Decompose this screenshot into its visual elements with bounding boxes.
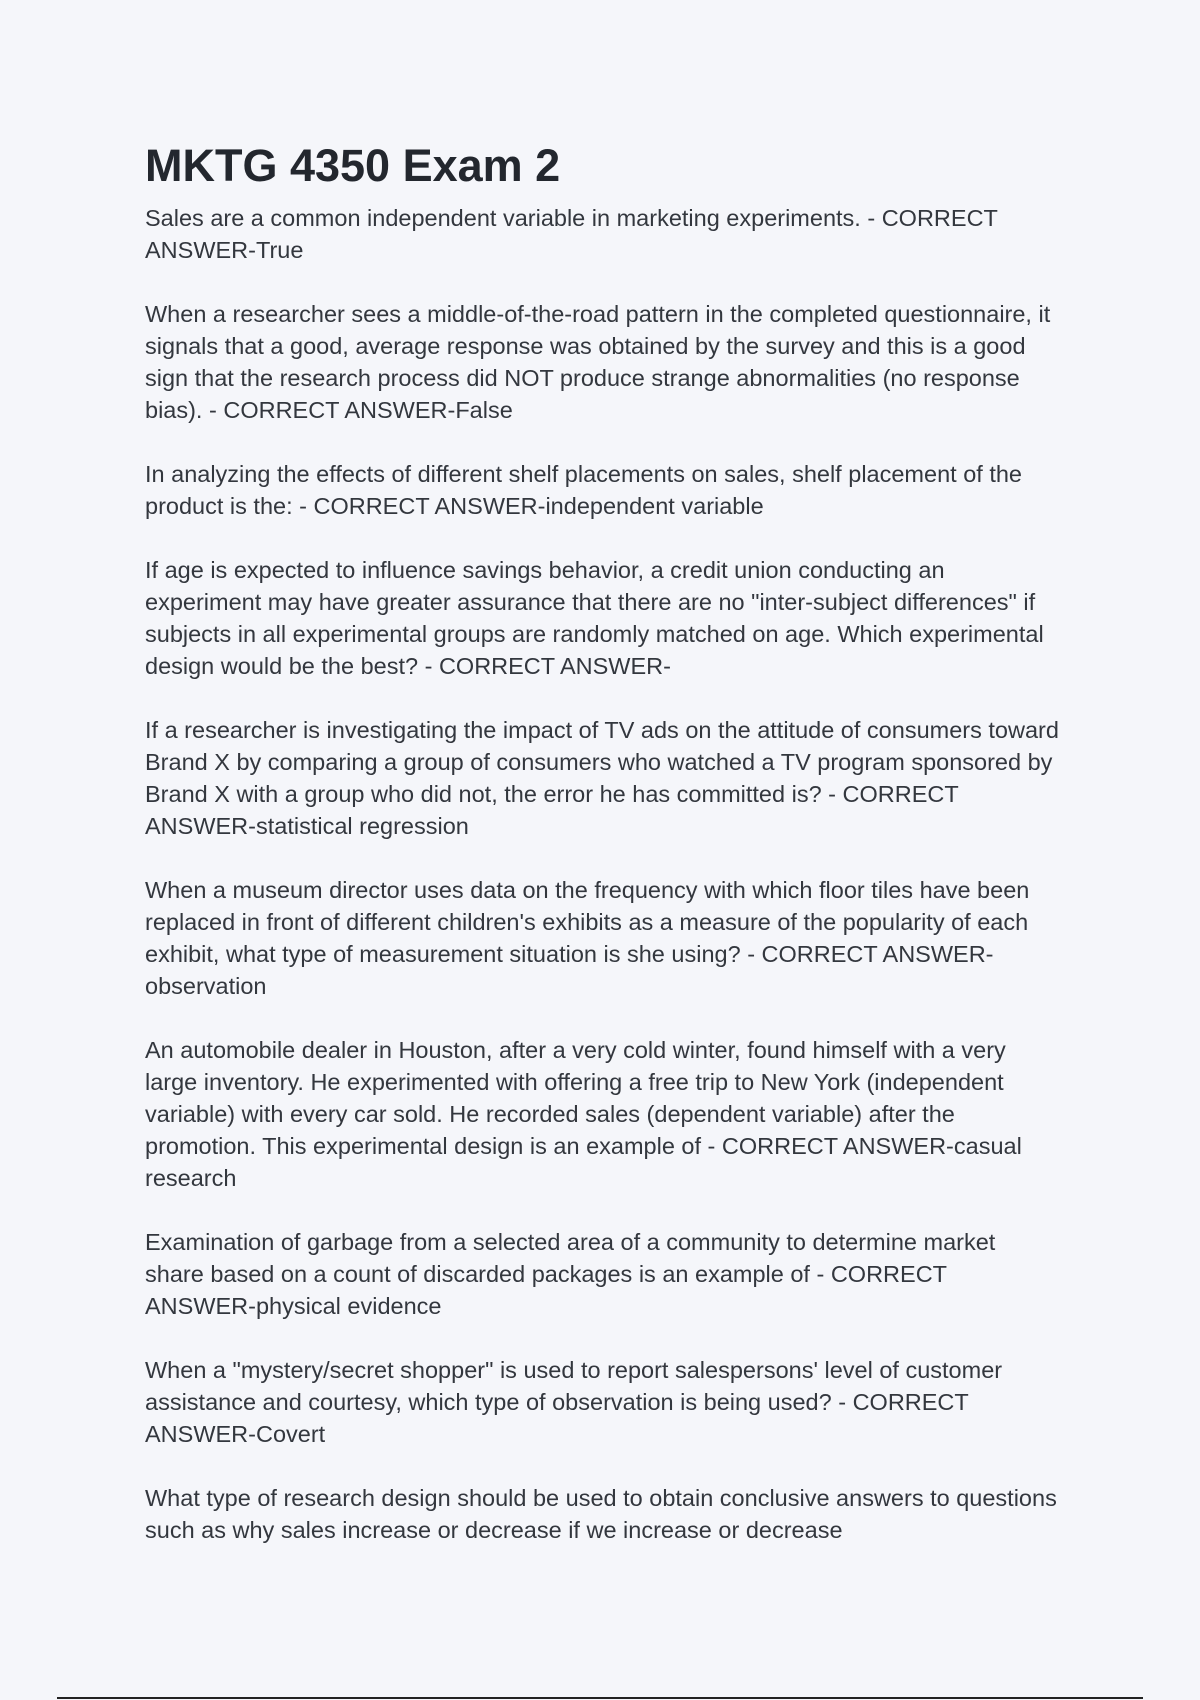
question-item: If a researcher is investigating the impact of TV ads on the attitude of consumers toward Brand X by comparing a group of consumers who watched a TV program sponsored by Brand X with a group who did not, the error he has committed is? - CORRECT ANSWER-statistical regression: [145, 717, 1059, 839]
document-page: [145, 140, 1060, 1578]
question-item: In analyzing the effects of different shelf placements on sales, shelf placement of the product is the: - CORRECT ANSWER-independent variable: [145, 461, 1022, 519]
question-item: What type of research design should be used to obtain conclusive answers to questions such as why sales increase or decrease if we increase or decrease: [145, 1485, 1057, 1543]
question-list: [145, 202, 1060, 1546]
page-bottom-divider: [57, 1697, 1143, 1699]
question-item: If age is expected to influence savings behavior, a credit union conducting an experiment may have greater assurance that there are no "inter-subject differences" if subjects in all experimental groups are randomly matched on age. Which experimental design would be the best? - CORRECT ANSWER-: [145, 557, 1044, 679]
question-item: Examination of garbage from a selected area of a community to determine market share based on a count of discarded packages is an example of - CORRECT ANSWER-physical evidence: [145, 1229, 996, 1319]
question-item: An automobile dealer in Houston, after a very cold winter, found himself with a very large inventory. He experimented with offering a free trip to New York (independent variable) with every car sold. He recorded sales (dependent variable) after the promotion. This experimental design is an example of - CORRECT ANSWER-casual research: [145, 1037, 1022, 1191]
document-title: MKTG 4350 Exam 2: [145, 140, 561, 191]
question-item: Sales are a common independent variable in marketing experiments. - CORRECT ANSWER-True: [145, 205, 998, 263]
question-item: When a museum director uses data on the frequency with which floor tiles have been replaced in front of different children's exhibits as a measure of the popularity of each exhibit, what type of measurement situation is she using? - CORRECT ANSWER-observation: [145, 877, 1030, 999]
question-item: When a "mystery/secret shopper" is used to report salespersons' level of customer assistance and courtesy, which type of observation is being used? - CORRECT ANSWER-Covert: [145, 1357, 1003, 1447]
question-item: When a researcher sees a middle-of-the-road pattern in the completed questionnaire, it signals that a good, average response was obtained by the survey and this is a good sign that the research process did NOT produce strange abnormalities (no response bias). - CORRECT ANSWER-False: [145, 301, 1051, 423]
